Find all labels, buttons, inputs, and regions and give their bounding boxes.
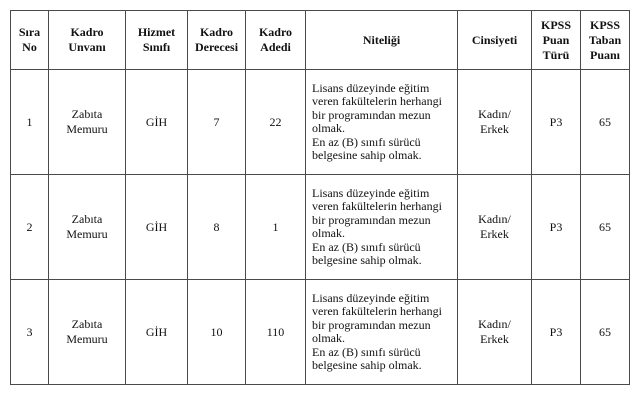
cell-hizmet-sinifi: GİH	[126, 175, 188, 280]
header-kadro-adedi: Kadro Adedi	[246, 11, 306, 70]
header-cinsiyeti: Cinsiyeti	[458, 11, 532, 70]
kadro-table	[10, 10, 630, 385]
cell-niteligi: Lisans düzeyinde eğitim veren fakültelerin herhangi bir programından mezun olmak. En az (B) sınıfı sürücü belgesine sahip olmak.	[306, 70, 458, 175]
cell-niteligi: Lisans düzeyinde eğitim veren fakültelerin herhangi bir programından mezun olmak. En az (B) sınıfı sürücü belgesine sahip olmak.	[306, 280, 458, 385]
table-row	[11, 280, 630, 385]
header-kpss-puan-turu: KPSS Puan Türü	[532, 11, 581, 70]
cell-cinsiyeti: Kadın/ Erkek	[458, 175, 532, 280]
header-sira-no: Sıra No	[11, 11, 49, 70]
cell-kadro-derecesi: 10	[188, 280, 246, 385]
cell-cinsiyeti: Kadın/ Erkek	[458, 280, 532, 385]
header-niteligi: Niteliği	[306, 11, 458, 70]
cell-kadro-derecesi: 7	[188, 70, 246, 175]
header-kadro-derecesi: Kadro Derecesi	[188, 11, 246, 70]
cell-sira-no: 3	[11, 280, 49, 385]
header-kadro-unvani: Kadro Unvanı	[49, 11, 126, 70]
cell-hizmet-sinifi: GİH	[126, 70, 188, 175]
cell-kpss-puan-turu: P3	[532, 175, 581, 280]
table-row	[11, 175, 630, 280]
cell-kpss-taban-puani: 65	[581, 70, 630, 175]
cell-kpss-taban-puani: 65	[581, 175, 630, 280]
cell-kadro-adedi: 22	[246, 70, 306, 175]
header-hizmet-sinifi: Hizmet Sınıfı	[126, 11, 188, 70]
cell-kadro-unvani: Zabıta Memuru	[49, 70, 126, 175]
cell-cinsiyeti: Kadın/ Erkek	[458, 70, 532, 175]
cell-kadro-unvani: Zabıta Memuru	[49, 280, 126, 385]
cell-kadro-adedi: 110	[246, 280, 306, 385]
header-row	[11, 11, 630, 70]
table-row	[11, 70, 630, 175]
cell-kpss-puan-turu: P3	[532, 280, 581, 385]
cell-kadro-adedi: 1	[246, 175, 306, 280]
cell-kpss-puan-turu: P3	[532, 70, 581, 175]
cell-kadro-derecesi: 8	[188, 175, 246, 280]
cell-kadro-unvani: Zabıta Memuru	[49, 175, 126, 280]
header-kpss-taban-puani: KPSS Taban Puanı	[581, 11, 630, 70]
cell-hizmet-sinifi: GİH	[126, 280, 188, 385]
cell-kpss-taban-puani: 65	[581, 280, 630, 385]
cell-niteligi: Lisans düzeyinde eğitim veren fakültelerin herhangi bir programından mezun olmak. En az (B) sınıfı sürücü belgesine sahip olmak.	[306, 175, 458, 280]
cell-sira-no: 1	[11, 70, 49, 175]
cell-sira-no: 2	[11, 175, 49, 280]
